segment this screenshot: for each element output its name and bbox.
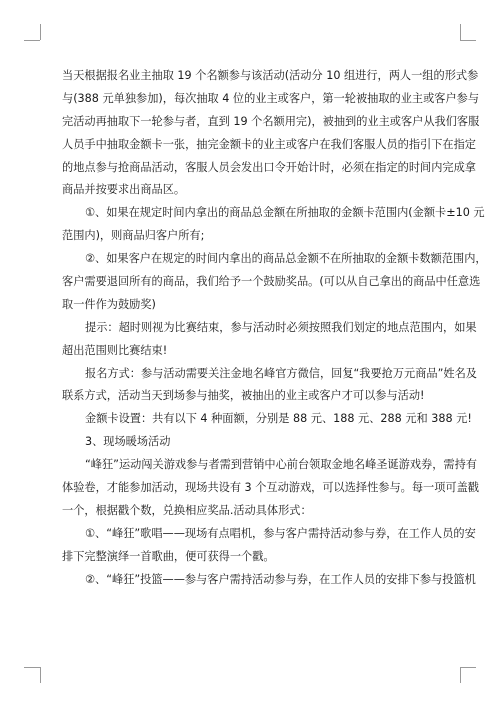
- paragraph: [62, 65, 480, 202]
- text-line: ②、“峰狂”投篮——参与客户需持活动参与券，在工作人员的安排下参与投篮机: [85, 572, 476, 586]
- crop-mark-bottom-right: [460, 667, 476, 668]
- text-line: 与(388 元单独参加)，每次抽取 4 位的业主或客户，第一轮被抽取的业主或客户参与: [62, 91, 480, 105]
- text-line: 提示：超时则视为比赛结束，参与活动时必须按照我们划定的地点范围内，如果: [85, 320, 477, 334]
- text-line: 3、现场暖场活动: [85, 435, 171, 449]
- paragraph: [62, 248, 487, 317]
- text-line: 超出范围则比赛结束!: [62, 343, 168, 357]
- paragraph: [62, 317, 477, 363]
- text-line: 一个，根据戳个数，兑换相应奖品.活动具体形式：: [62, 503, 312, 517]
- text-line: 客户需要退回所有的商品，我们给予一个鼓励奖品。(可以从自己拿出的商品中任意选: [62, 275, 481, 289]
- paragraph: [62, 202, 485, 248]
- paragraph: [62, 363, 477, 409]
- paragraph: [62, 454, 479, 523]
- crop-mark-top-left: [24, 40, 40, 41]
- text-line: 报名方式：参与活动需要关注金地名峰官方微信，回复“我要抢万元商品”姓名及: [85, 366, 477, 380]
- paragraph: [62, 523, 476, 569]
- text-line: 当天根据报名业主抽取 19 个名额参与该活动(活动分 10 组进行，两人一组的形式参: [62, 69, 479, 82]
- text-line: 体验卷，才能参加活动，现场共设有 3 个互动游戏，可以选择性参与。每一项可盖戳: [62, 481, 479, 495]
- paragraph: [62, 569, 476, 592]
- text-line: ②、如果客户在规定的时间内拿出的商品总金额不在所抽取的金额卡数额范围内，: [85, 252, 487, 266]
- text-line: 范围内)，则商品归客户所有;: [62, 229, 205, 243]
- crop-mark-bottom-left: [40, 667, 41, 683]
- text-line: ①、“峰狂”歌唱——现场有点唱机，参与客户需持活动参与券，在工作人员的安: [85, 526, 476, 540]
- crop-mark-bottom-right: [460, 667, 461, 683]
- crop-mark-top-right: [460, 40, 476, 41]
- text-line: 的地点参与抢商品活动，客服人员会发出口令开始计时，必须在指定的时间内完成拿: [62, 160, 476, 174]
- text-line: 取一件作为鼓励奖): [62, 297, 156, 311]
- text-line: 排下完整演绎一首歌曲，便可获得一个戳。: [62, 549, 275, 563]
- text-line: 金额卡设置：共有以下 4 种面额，分别是 88 元、188 元、288 元和 388 元!: [85, 412, 472, 426]
- crop-mark-bottom-left: [24, 667, 40, 668]
- crop-mark-top-left: [40, 24, 41, 40]
- text-line: 联系方式，活动当天到场参与抽奖，被抽出的业主或客户才可以参与活动!: [62, 389, 425, 403]
- text-line: 人员手中抽取金额卡一张，抽完金额卡的业主或客户在我们客服人员的指引下在指定: [62, 137, 476, 151]
- crop-mark-top-right: [460, 24, 461, 40]
- text-line: 商品并按要求出商品区。: [62, 183, 186, 197]
- text-line: “峰狂”运动闯关游戏参与者需到营销中心前台领取金地名峰圣诞游戏券，需持有: [85, 458, 477, 472]
- document-body: [62, 65, 487, 591]
- text-line: ①、如果在规定时间内拿出的商品总金额在所抽取的金额卡范围内(金额卡±10 元: [85, 206, 485, 220]
- text-line: 完活动再抽取下一轮参与者，直到 19 个名额用完)，被抽到的业主或客户从我们客服: [62, 114, 480, 128]
- paragraph: [62, 431, 436, 454]
- paragraph: [62, 408, 472, 431]
